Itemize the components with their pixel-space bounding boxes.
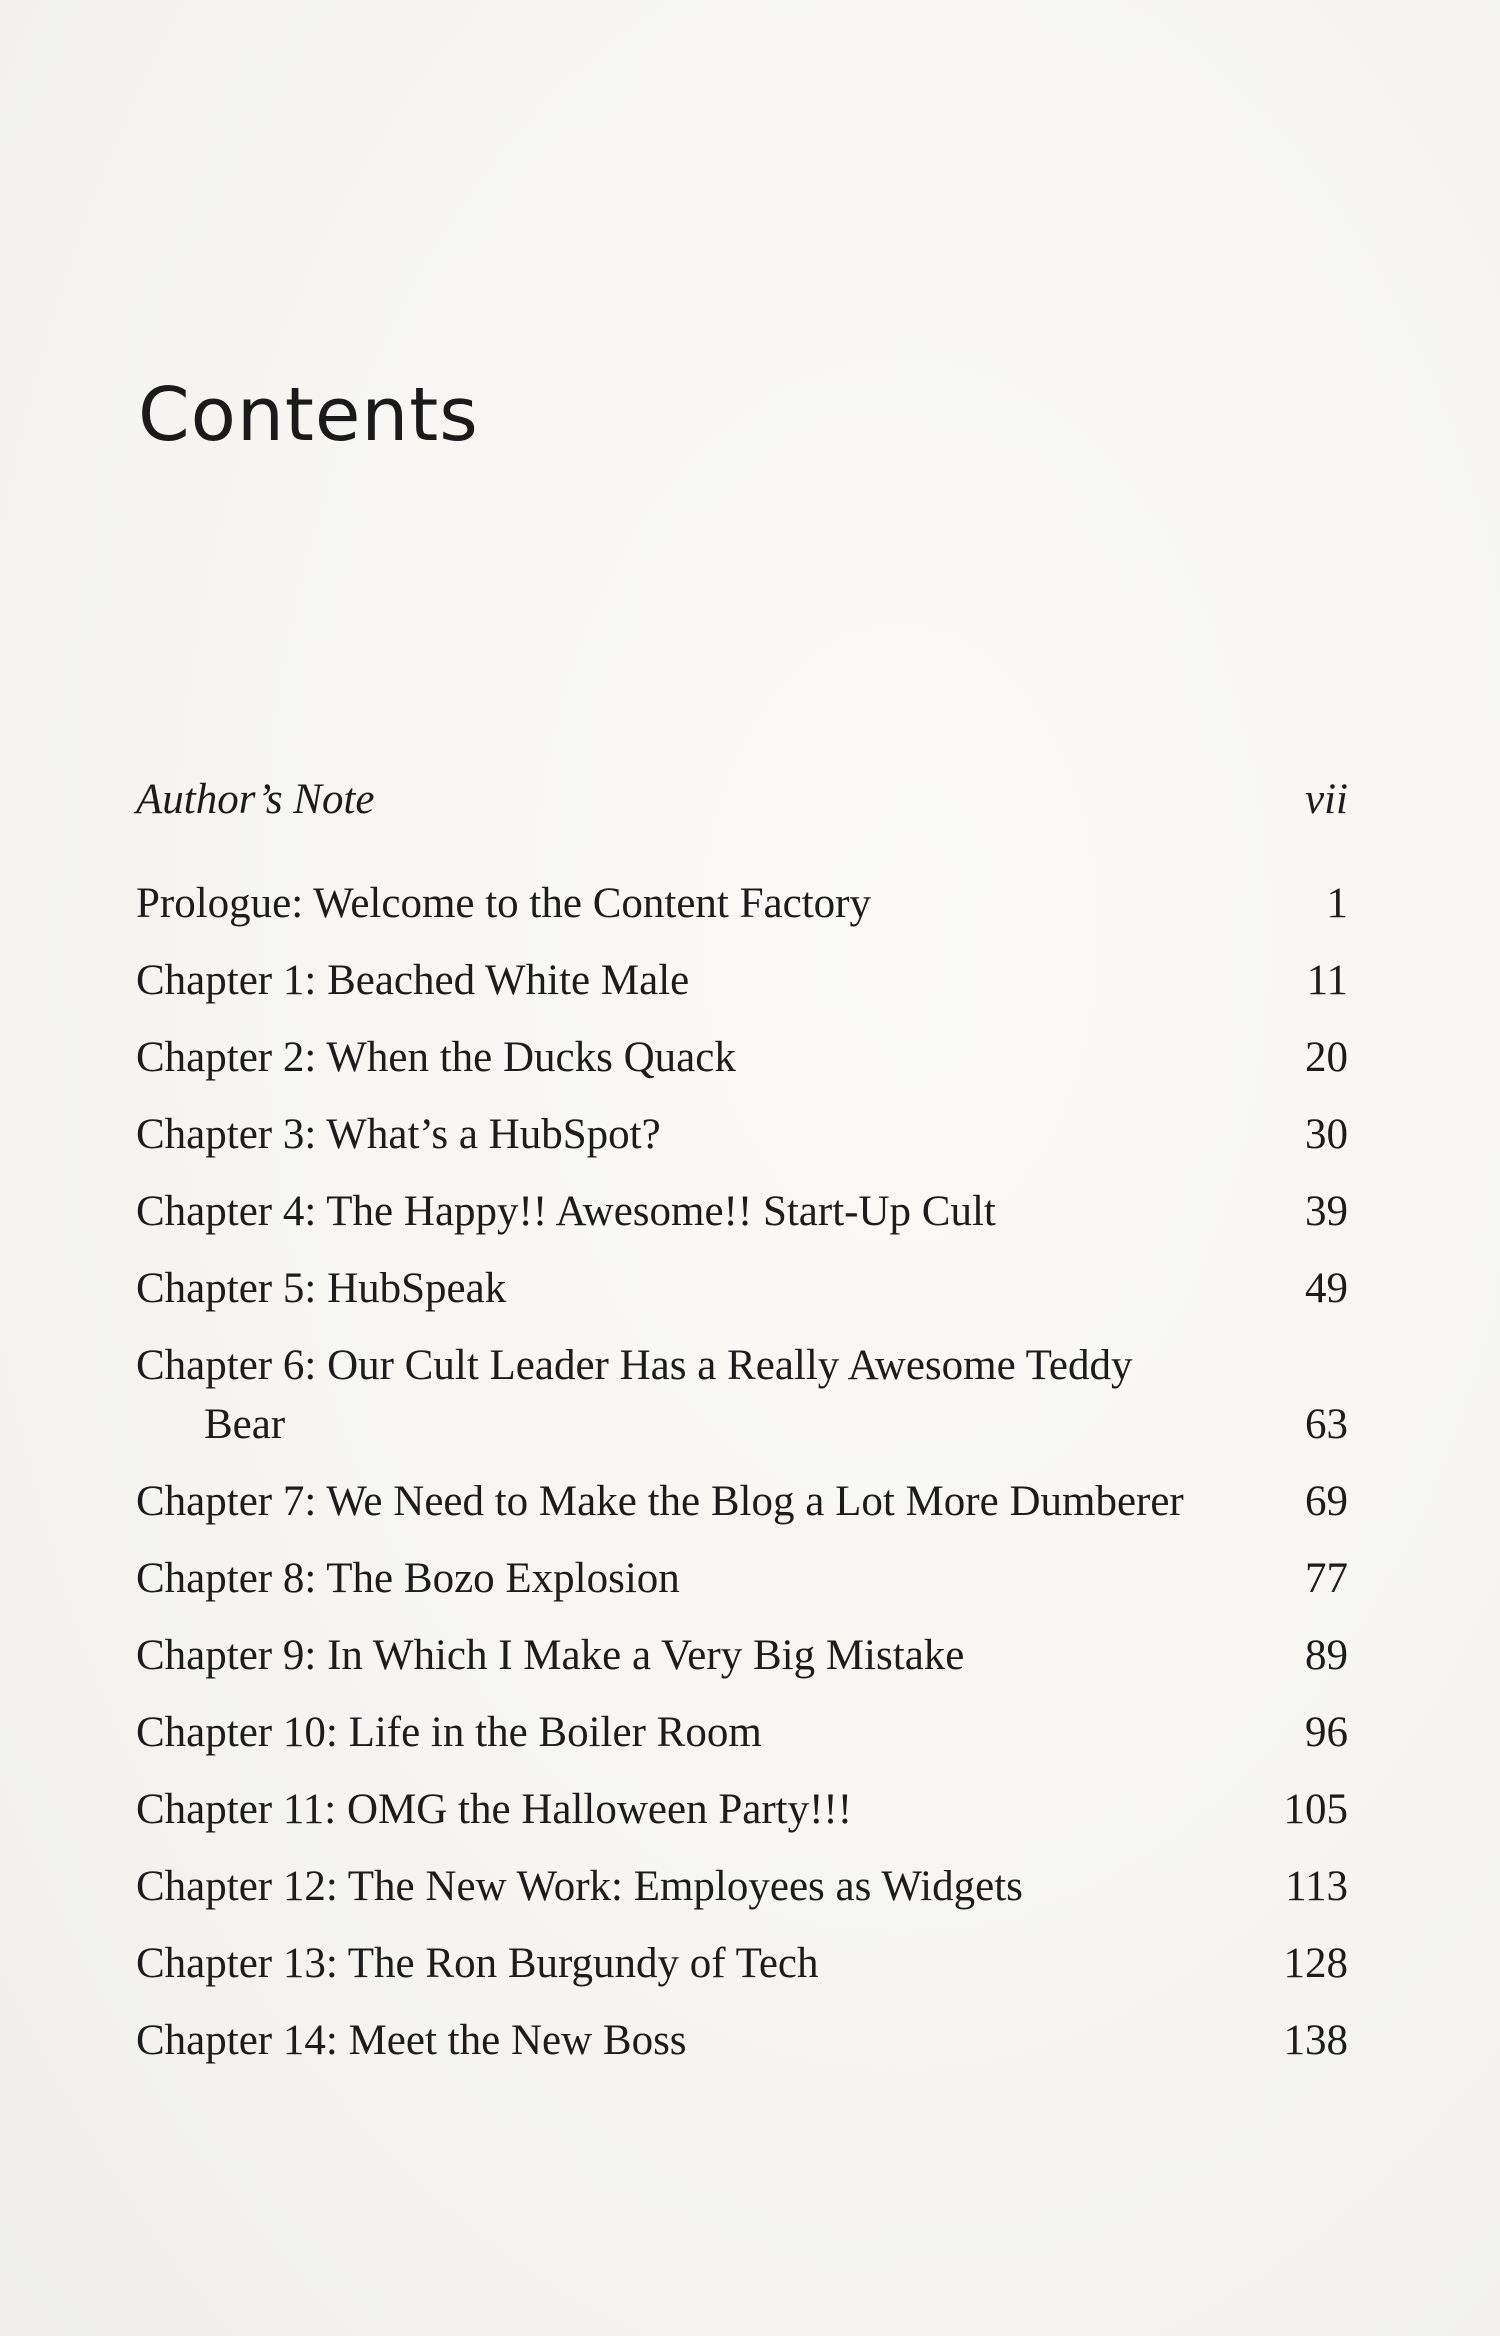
toc-entry-chapter-4: [136, 1182, 1348, 1241]
toc-entry-page: 128: [1283, 1940, 1348, 1987]
toc-entry-chapter-8: [136, 1549, 1348, 1608]
toc-entry-title: Chapter 14: Meet the New Boss: [136, 2017, 687, 2064]
toc-entry-title: Chapter 7: We Need to Make the Blog a Lot More Dumberer: [136, 1478, 1184, 1525]
toc-entry-title: Prologue: Welcome to the Content Factory: [136, 880, 871, 927]
toc-entry-page: 69: [1305, 1478, 1348, 1525]
toc-entry-title: Chapter 1: Beached White Male: [136, 957, 690, 1004]
toc-entry-page: 138: [1283, 2017, 1348, 2064]
toc-entry-authors-note: [136, 770, 1348, 829]
toc-entry-page: 39: [1305, 1188, 1348, 1235]
toc-entry-page: 89: [1305, 1632, 1348, 1679]
toc-entry-title: Chapter 4: The Happy!! Awesome!! Start-Up Cult: [136, 1188, 996, 1235]
toc-entry-chapter-14: [136, 2011, 1348, 2070]
toc-entry-title: Chapter 12: The New Work: Employees as Widgets: [136, 1863, 1023, 1910]
toc-entry-chapter-11: [136, 1780, 1348, 1839]
toc-entry-page: 63: [1305, 1401, 1348, 1448]
toc-entry-title: Chapter 10: Life in the Boiler Room: [136, 1709, 762, 1756]
toc-entry-chapter-1: [136, 951, 1348, 1010]
toc-entry-page: 11: [1306, 957, 1348, 1004]
toc-entry-title: Chapter 6: Our Cult Leader Has a Really Awesome Teddy Bear: [136, 1342, 1133, 1448]
toc-entry-chapter-3: [136, 1105, 1348, 1164]
toc-entry-prologue: [136, 874, 1348, 933]
toc-entry-chapter-10: [136, 1703, 1348, 1762]
toc-entry-chapter-2: [136, 1028, 1348, 1087]
toc-entry-title: Chapter 3: What’s a HubSpot?: [136, 1111, 661, 1158]
toc-entry-chapter-6: [136, 1336, 1348, 1454]
toc-entry-page: vii: [1305, 776, 1348, 823]
toc-entry-page: 77: [1305, 1555, 1348, 1602]
toc-entry-title: Author’s Note: [136, 776, 375, 823]
table-of-contents: [136, 770, 1348, 2070]
toc-entry-page: 1: [1326, 880, 1348, 927]
toc-entry-chapter-12: [136, 1857, 1348, 1916]
toc-entry-page: 113: [1285, 1863, 1348, 1910]
toc-entry-chapter-7: [136, 1472, 1348, 1531]
toc-entry-page: 96: [1305, 1709, 1348, 1756]
toc-entry-page: 30: [1305, 1111, 1348, 1158]
toc-entry-chapter-13: [136, 1934, 1348, 1993]
toc-entry-title: Chapter 2: When the Ducks Quack: [136, 1034, 736, 1081]
toc-entry-title: Chapter 9: In Which I Make a Very Big Mistake: [136, 1632, 965, 1679]
page-title: Contents: [138, 372, 479, 458]
toc-entry-page: 20: [1305, 1034, 1348, 1081]
toc-entry-title: Chapter 13: The Ron Burgundy of Tech: [136, 1940, 819, 1987]
toc-entry-page: 105: [1283, 1786, 1348, 1833]
toc-entry-title: Chapter 11: OMG the Halloween Party!!!: [136, 1786, 853, 1833]
toc-entry-chapter-5: [136, 1259, 1348, 1318]
toc-entry-title: Chapter 5: HubSpeak: [136, 1265, 507, 1312]
toc-entry-page: 49: [1305, 1265, 1348, 1312]
toc-entry-chapter-9: [136, 1626, 1348, 1685]
toc-entry-title: Chapter 8: The Bozo Explosion: [136, 1555, 680, 1602]
